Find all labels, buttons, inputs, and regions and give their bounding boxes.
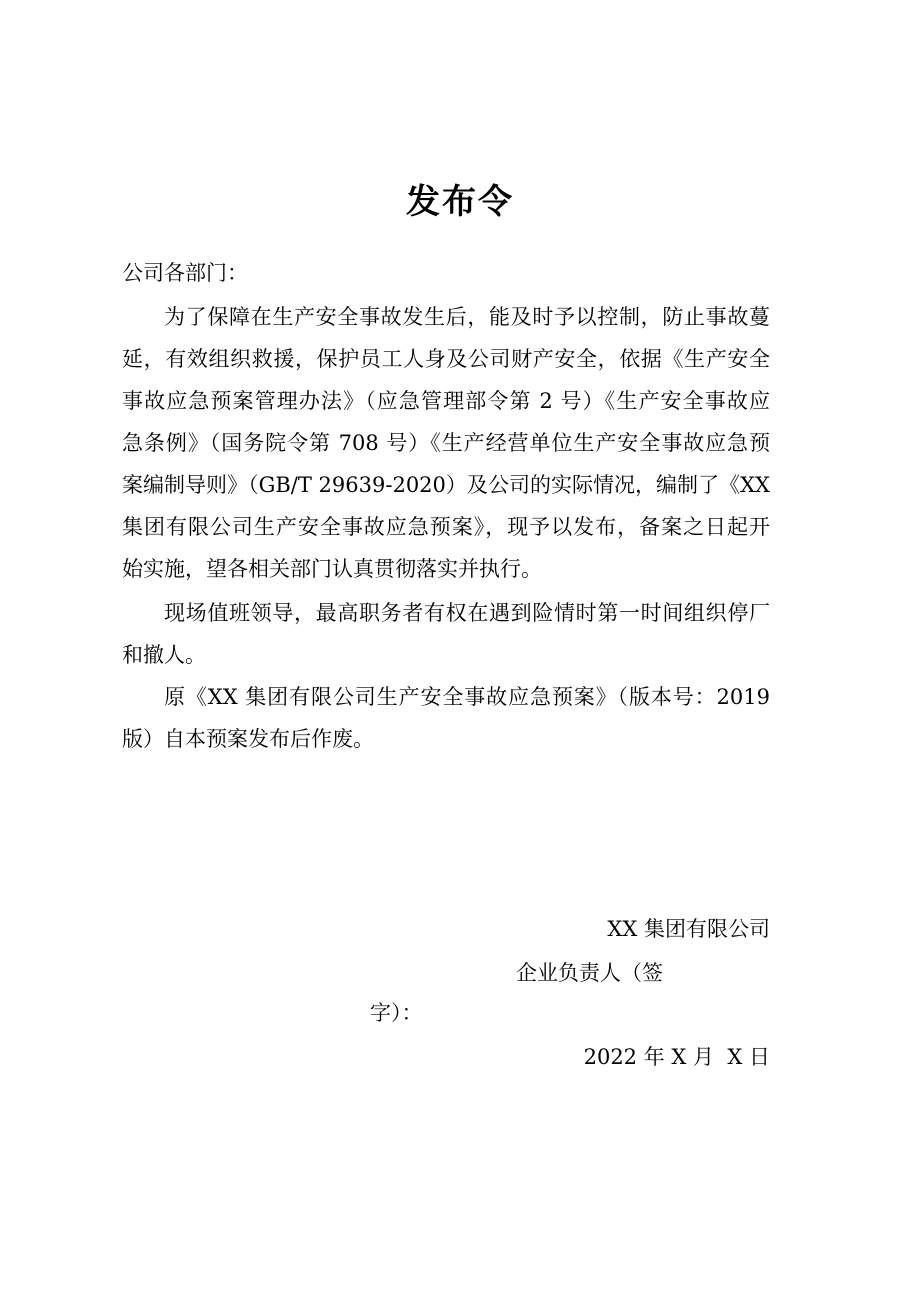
- responsible-person-label-cont: 字）：: [370, 1001, 423, 1025]
- paragraph-1-line-1: 为了保障在生产安全事故发生后，能及时予以控制，防止事故蔓: [164, 305, 770, 329]
- document-title: 发布令: [406, 182, 514, 222]
- paragraph-2-line-2: 和撤人。: [122, 643, 206, 667]
- paragraph-1-line-6: 集团有限公司生产安全事故应急预案》，现予以发布，备案之日起开: [122, 515, 770, 539]
- paragraph-1-line-7: 始实施，望各相关部门认真贯彻落实并执行。: [122, 557, 542, 581]
- paragraph-1-line-5: 案编制导则》（GB/T 29639-2020）及公司的实际情况，编制了《XX: [122, 473, 770, 497]
- paragraph-1-line-4: 急条例》（国务院令第 708 号）《生产经营单位生产安全事故应急预: [122, 431, 770, 455]
- paragraph-1-line-2: 延，有效组织救援，保护员工人身及公司财产安全，依据《生产安全: [122, 347, 770, 371]
- paragraph-1-line-3: 事故应急预案管理办法》（应急管理部令第 2 号）《生产安全事故应: [122, 389, 770, 413]
- paragraph-2-line-1: 现场值班领导，最高职务者有权在遇到险情时第一时间组织停厂: [164, 601, 770, 625]
- responsible-person-label: 企业负责人（签: [516, 961, 663, 985]
- salutation: 公司各部门：: [122, 261, 248, 285]
- paragraph-3-line-2: 版）自本预案发布后作废。: [122, 727, 374, 751]
- issue-date: 2022 年 X 月 X 日: [583, 1045, 770, 1069]
- paragraph-3-line-1: 原《XX 集团有限公司生产安全事故应急预案》（版本号：2019: [164, 685, 770, 709]
- company-name: XX 集团有限公司: [607, 917, 770, 941]
